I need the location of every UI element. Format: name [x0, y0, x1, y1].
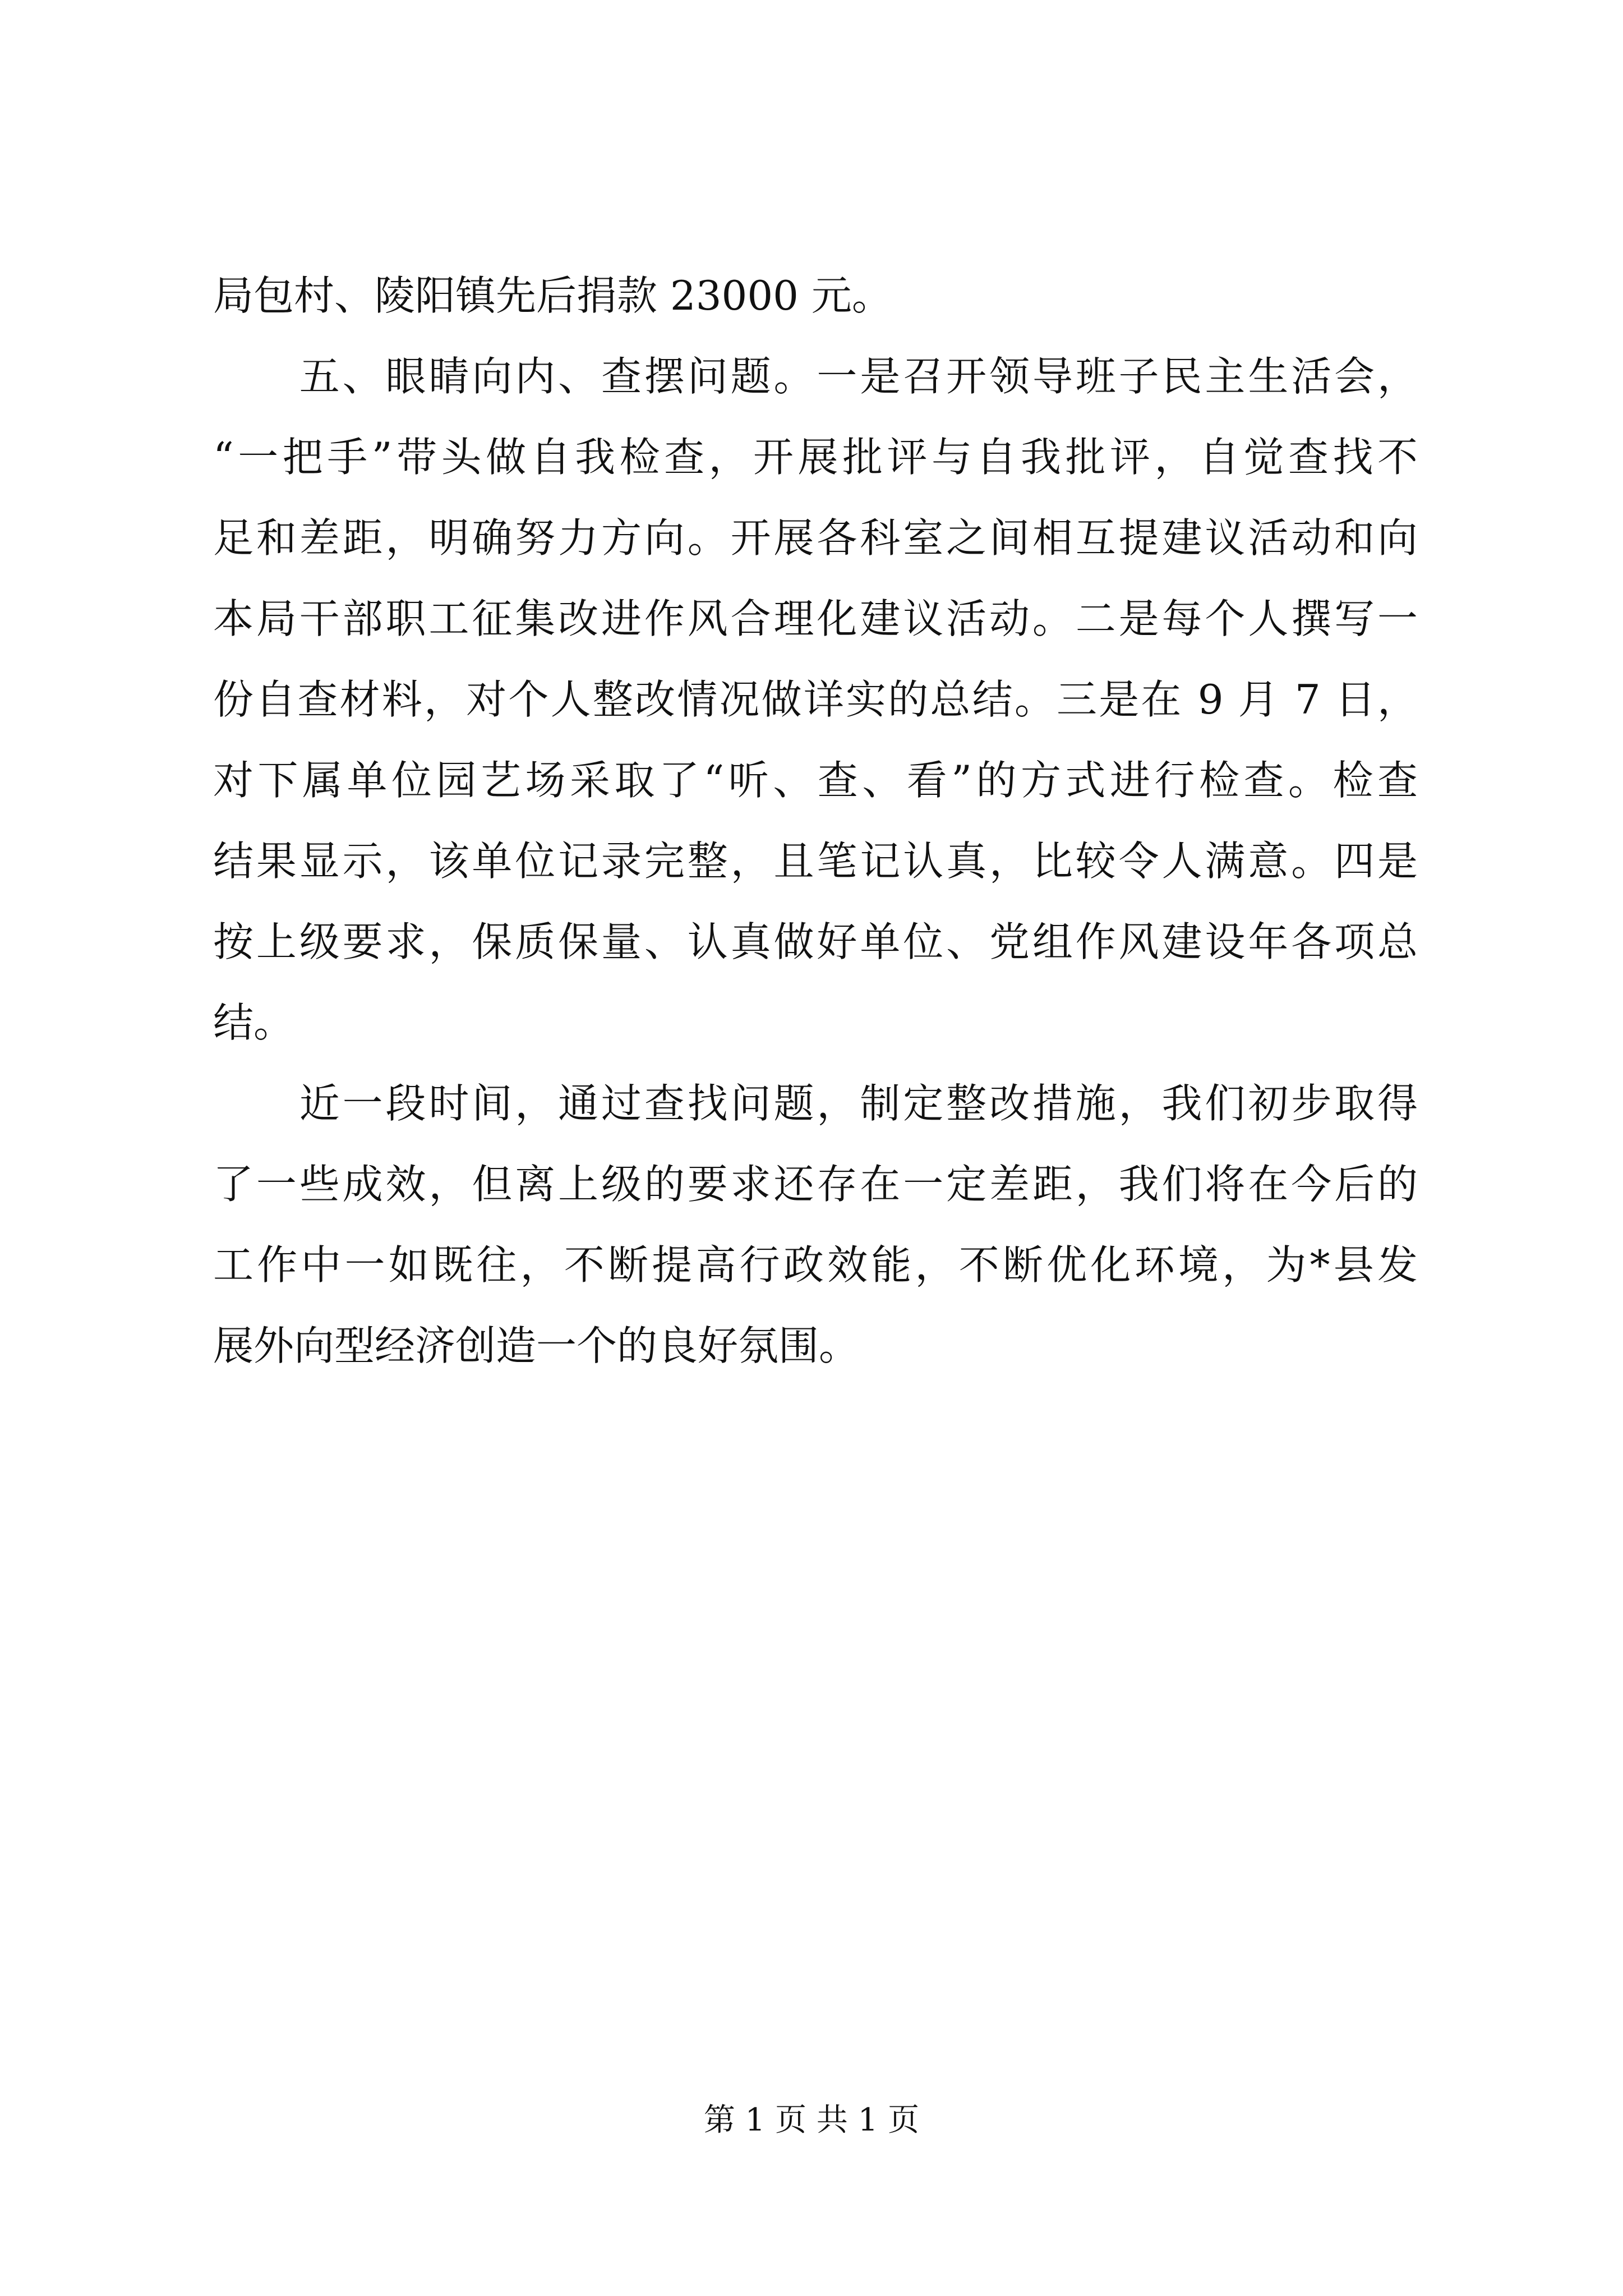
text-line: 五、眼睛向内、查摆问题。一是召开领导班子民主生活会，: [213, 353, 1418, 400]
text-line: “一把手”带头做自我检查，开展批评与自我批评，自觉查找不: [213, 434, 1418, 481]
text-line: 结。: [213, 999, 294, 1046]
text-line: 近一段时间，通过查找问题，制定整改措施，我们初步取得: [213, 1080, 1418, 1127]
body-text: [213, 255, 1418, 1386]
text-line: 局包村、陵阳镇先后捐款 23000 元。: [213, 272, 892, 319]
text-line: 工作中一如既往，不断提高行政效能，不断优化环境，为*县发: [213, 1241, 1418, 1289]
text-line: 足和差距，明确努力方向。开展各科室之间相互提建议活动和向: [213, 514, 1418, 562]
text-line: 结果显示，该单位记录完整，且笔记认真，比较令人满意。四是: [213, 838, 1418, 885]
text-line: 对下属单位园艺场采取了“听、查、看”的方式进行检查。检查: [213, 757, 1418, 804]
text-line: 展外向型经济创造一个的良好氛围。: [213, 1322, 860, 1369]
text-line: 份自查材料，对个人整改情况做详实的总结。三是在 9 月 7 日，: [213, 676, 1418, 723]
text-line: 了一些成效，但离上级的要求还存在一定差距，我们将在今后的: [213, 1161, 1418, 1208]
page-footer: 第 1 页 共 1 页: [703, 2102, 920, 2138]
text-line: 按上级要求，保质保量、认真做好单位、党组作风建设年各项总: [213, 918, 1418, 965]
text-line: 本局干部职工征集改进作风合理化建议活动。二是每个人撰写一: [213, 595, 1418, 642]
